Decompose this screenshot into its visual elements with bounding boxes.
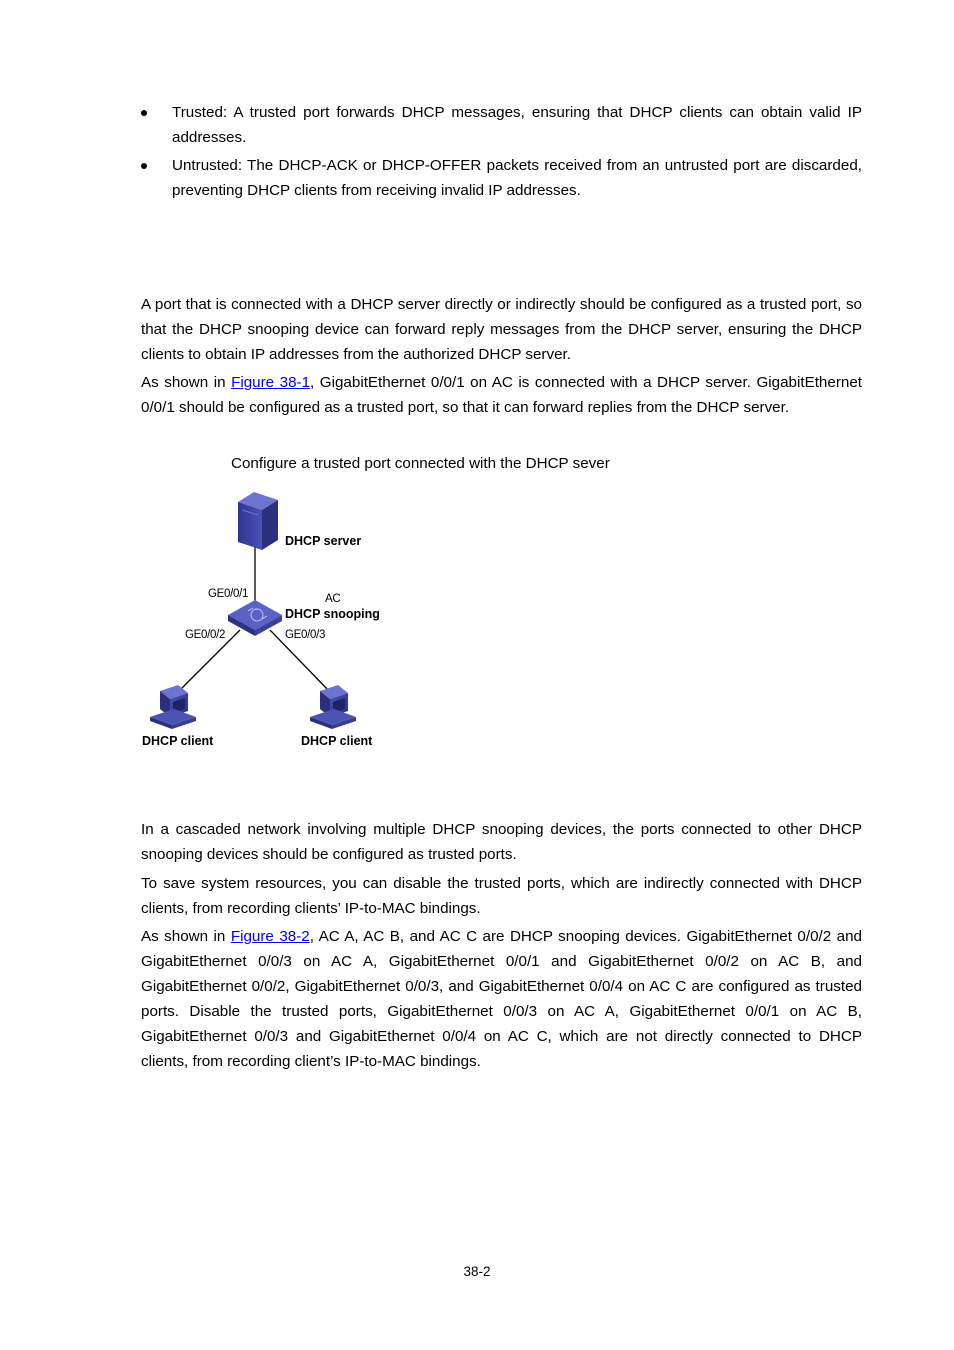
computer-icon — [150, 685, 196, 729]
figure-caption: Configure a trusted port connected with the DHCP sever — [231, 455, 610, 472]
server-icon — [238, 492, 278, 550]
port-ge0-0-2-label: GE0/0/2 — [185, 629, 226, 641]
computer-icon — [310, 685, 356, 729]
paragraph-figure-38-2-ref — [141, 924, 862, 1074]
dhcp-snooping-label: DHCP snooping — [285, 607, 380, 621]
figure-38-2-link[interactable]: Figure 38-2 — [230, 928, 310, 945]
figure-38-1-link[interactable]: Figure 38-1 — [231, 374, 311, 391]
paragraph-save-resources: To save system resources, you can disable the trusted ports, which are indirectly connected with DHCP clients, from recording clients’ IP-to-MAC bindings. — [141, 875, 862, 917]
bullet-trusted: Trusted: A trusted port forwards DHCP messages, ensuring that DHCP clients can obtain valid IP addresses. — [172, 104, 862, 146]
ac-label: AC — [325, 593, 341, 605]
page-number: 38-2 — [463, 1264, 491, 1279]
port-ge0-0-1-label: GE0/0/1 — [208, 588, 249, 600]
ac-switch-icon — [228, 600, 282, 636]
paragraph-cascaded: In a cascaded network involving multiple DHCP snooping devices, the ports connected to other DHCP snooping devices should be configured as trusted ports. — [141, 821, 862, 863]
bullet-dot-2 — [141, 163, 147, 169]
paragraph-text: As shown in — [141, 928, 231, 945]
paragraph-text: , AC A, AC B, and AC C are DHCP snooping devices. GigabitEthernet 0/0/2 and GigabitEthernet 0/0/3 on AC A, GigabitEthernet 0/0/1 and GigabitEthernet 0/0/2 on AC B, and GigabitEthernet 0/0/2, GigabitEthernet 0/0/3, and GigabitEthernet 0/0/4 on AC C are configured as trusted ports. Disable the trusted ports, GigabitEthernet 0/0/3 on AC A, GigabitEthernet 0/0/1 on AC B, GigabitEthernet 0/0/3 and GigabitEthernet 0/0/4 on AC C, which are not directly connected to DHCP clients, from recording client’s IP-to-MAC bindings. — [141, 928, 863, 1070]
paragraph-text: , GigabitEthernet 0/0/1 on AC is connected with a DHCP server. GigabitEthernet 0/0/1 should be configured as a trusted port, so that it can forward replies from the DHCP server. — [141, 374, 862, 416]
dhcp-client-right-label: DHCP client — [301, 734, 373, 748]
paragraph-trusted-port: A port that is connected with a DHCP server directly or indirectly should be configured as a trusted port, so that the DHCP snooping device can forward reply messages from the DHCP server, ensuring the DHCP clients to obtain IP addresses from the authorized DHCP server. — [141, 296, 862, 363]
dhcp-server-label: DHCP server — [285, 534, 362, 548]
dhcp-client-left-label: DHCP client — [142, 734, 214, 748]
bullet-dot-1 — [141, 110, 147, 116]
port-ge0-0-3-label: GE0/0/3 — [285, 629, 326, 641]
network-diagram — [130, 480, 410, 760]
paragraph-figure-38-1-ref — [141, 370, 862, 420]
paragraph-text: As shown in — [141, 374, 232, 391]
bullet-untrusted: Untrusted: The DHCP-ACK or DHCP-OFFER packets received from an untrusted port are discarded, preventing DHCP clients from receiving invalid IP addresses. — [172, 157, 862, 199]
